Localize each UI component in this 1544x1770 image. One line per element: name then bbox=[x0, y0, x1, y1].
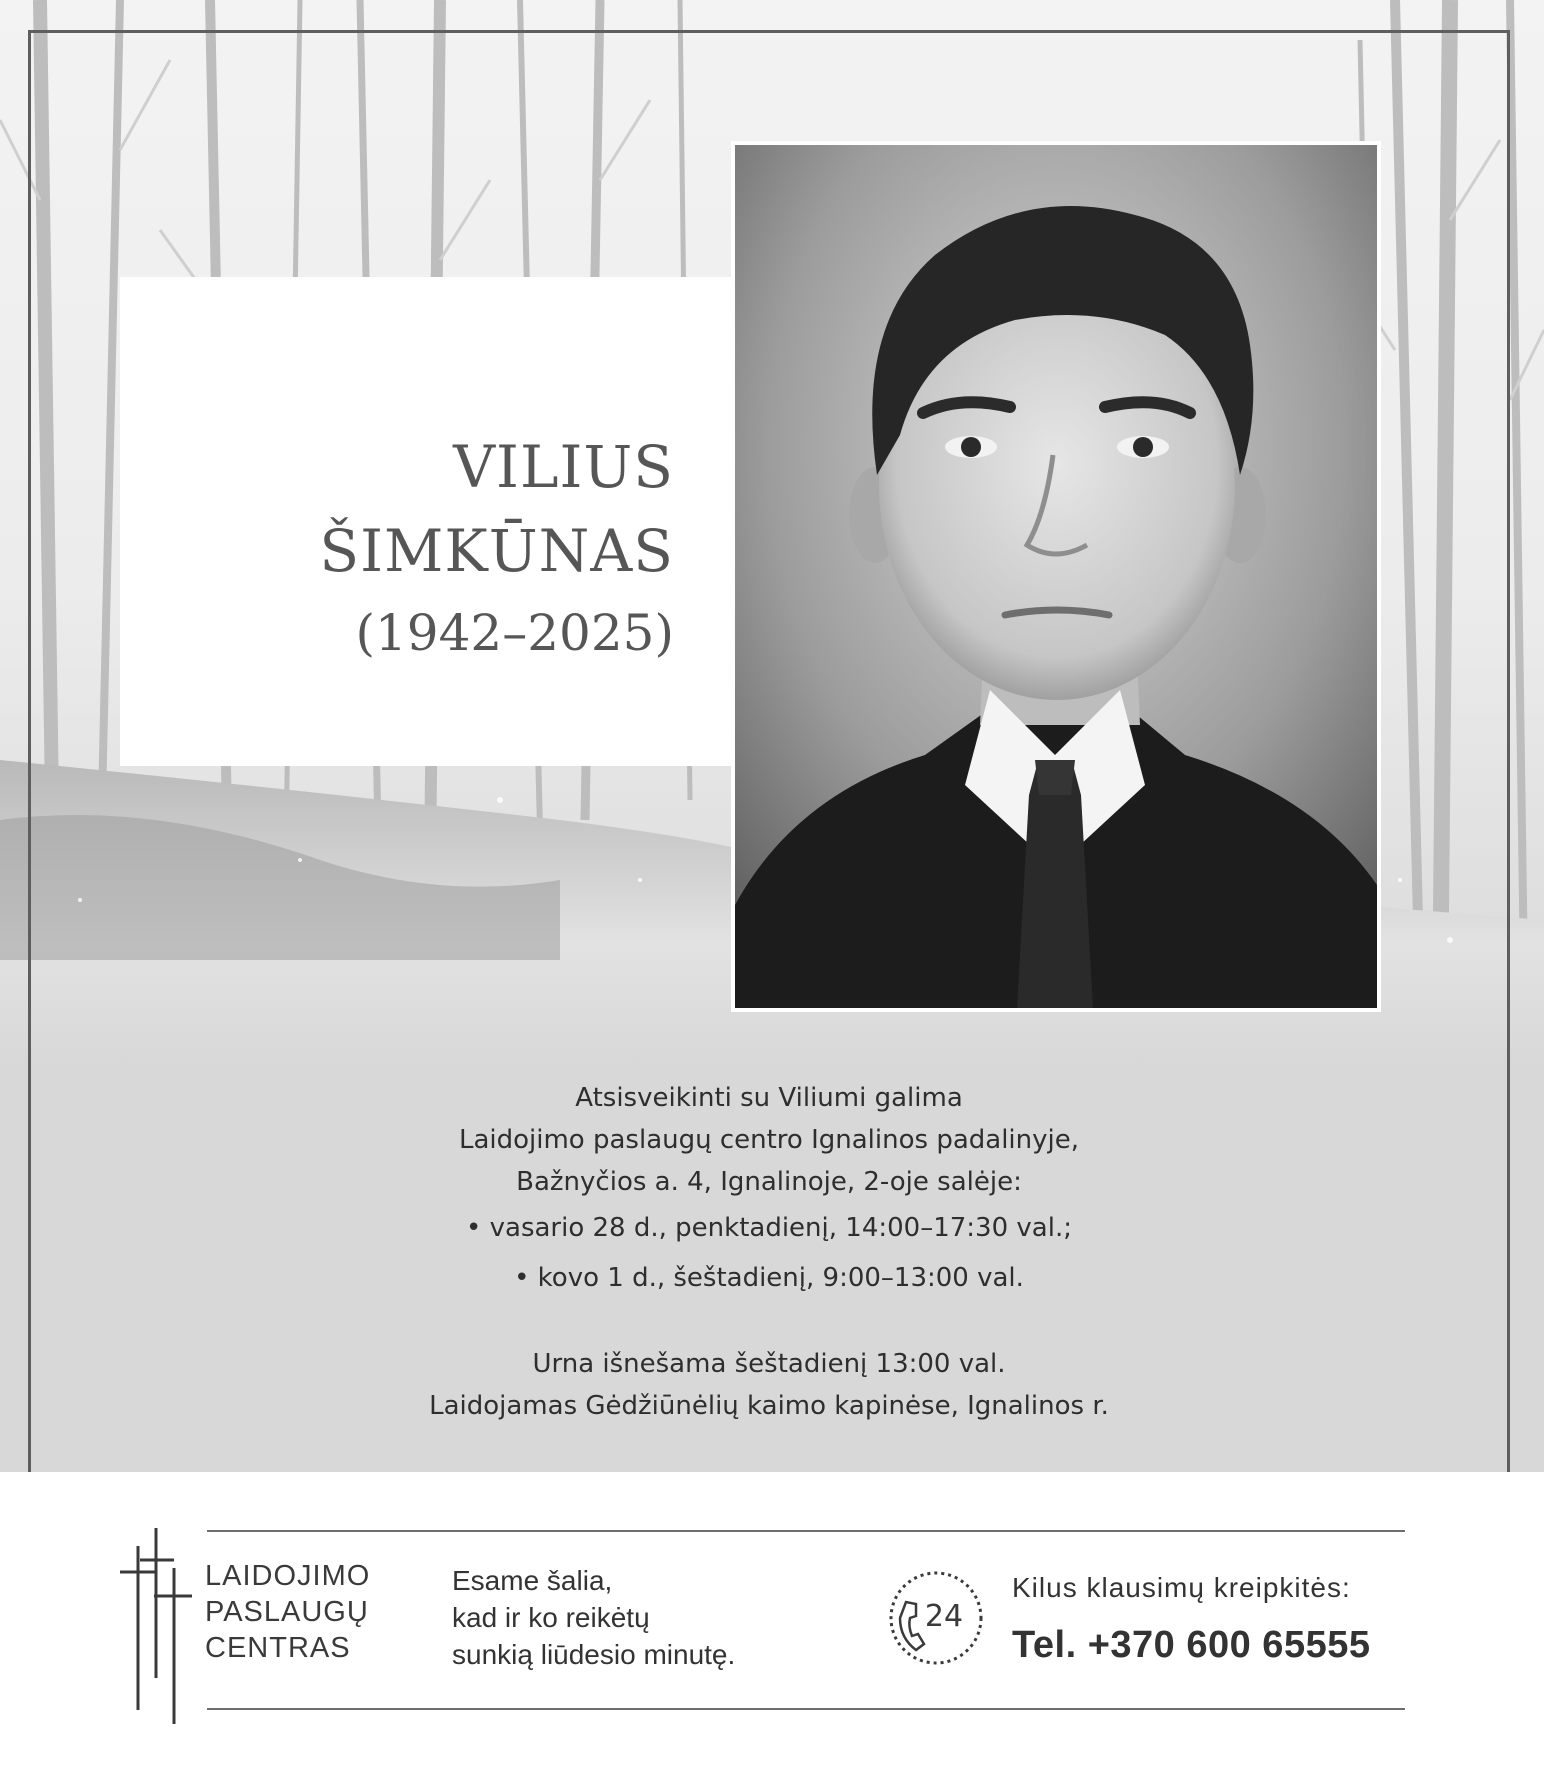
visitation-time-1: • vasario 28 d., penktadienį, 14:00–17:30 val.; bbox=[466, 1213, 1072, 1243]
first-name: VILIUS bbox=[453, 433, 674, 501]
badge-24-label: 24 bbox=[924, 1599, 964, 1634]
visitation-address: Bažnyčios a. 4, Ignalinoje, 2-oje salėje: bbox=[516, 1167, 1022, 1197]
logo-line-3: CENTRAS bbox=[205, 1632, 351, 1664]
life-years: (1942–2025) bbox=[355, 604, 674, 662]
footer-bottom-rule bbox=[207, 1708, 1405, 1710]
name-panel bbox=[120, 277, 734, 766]
company-logo-text bbox=[205, 1558, 370, 1666]
crosses-logo-icon bbox=[118, 1528, 192, 1724]
last-name: ŠIMKŪNAS bbox=[319, 517, 674, 585]
logo-line-1: LAIDOJIMO bbox=[205, 1560, 371, 1592]
portrait-photo bbox=[735, 145, 1377, 1008]
urn-departure: Urna išnešama šeštadienį 13:00 val. bbox=[532, 1349, 1006, 1379]
footer-top-rule bbox=[207, 1530, 1405, 1532]
portrait-frame bbox=[731, 141, 1381, 1012]
tagline-line-2: kad ir ko reikėtų bbox=[452, 1602, 650, 1633]
company-tagline bbox=[452, 1562, 735, 1673]
logo-line-2: PASLAUGŲ bbox=[205, 1596, 369, 1628]
tagline-line-3: sunkią liūdesio minutę. bbox=[452, 1639, 736, 1670]
footer bbox=[0, 1472, 1544, 1770]
contact-label: Kilus klausimų kreipkitės: bbox=[1012, 1572, 1351, 1603]
visitation-place: Laidojimo paslaugų centro Ignalinos padalinyje, bbox=[458, 1125, 1079, 1155]
visitation-time-2: • kovo 1 d., šeštadienį, 9:00–13:00 val. bbox=[514, 1263, 1024, 1293]
visitation-info bbox=[28, 1077, 1510, 1427]
tagline-line-1: Esame šalia, bbox=[452, 1565, 613, 1596]
phone-24h-icon bbox=[886, 1568, 986, 1668]
deceased-name bbox=[319, 425, 674, 673]
burial-place: Laidojamas Gėdžiūnėlių kaimo kapinėse, Ignalinos r. bbox=[429, 1391, 1109, 1421]
contact-phone[interactable]: Tel. +370 600 65555 bbox=[1012, 1624, 1371, 1666]
visitation-intro: Atsisveikinti su Viliumi galima bbox=[575, 1083, 963, 1113]
